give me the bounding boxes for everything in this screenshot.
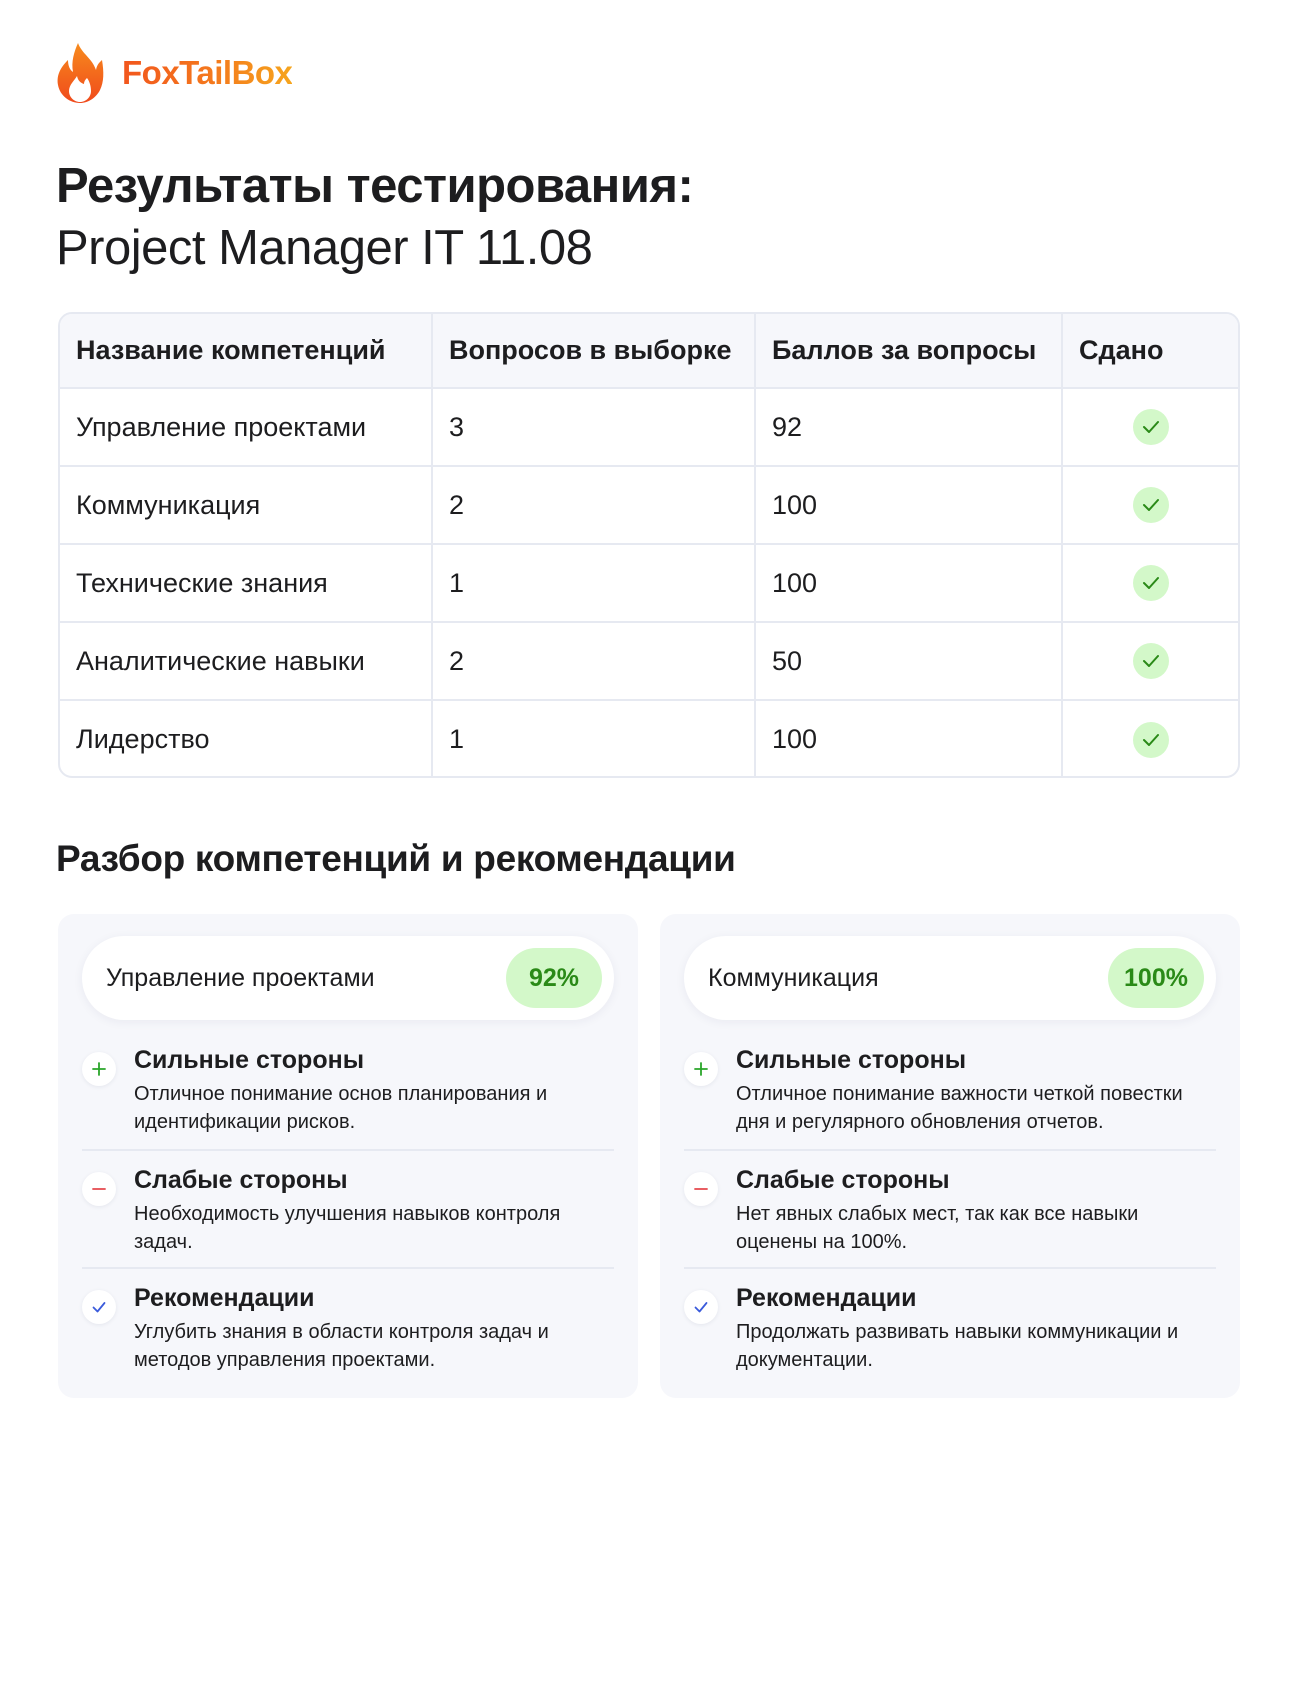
competence-name: Коммуникация [708,964,879,992]
header-competence: Название компетенций [60,314,432,388]
strengths-text: Отличное понимание важности четкой повестки дня и регулярного обновления отчетов. [736,1083,1183,1133]
recommendations-text: Углубить знания в области контроля задач и методов управления проектами. [134,1321,549,1371]
table-row [60,700,1238,778]
weaknesses-title: Слабые стороны [736,1166,950,1194]
cell-competence: Коммуникация [60,466,432,544]
check-icon [1133,643,1169,679]
cell-competence: Лидерство [60,700,432,778]
check-icon [1133,565,1169,601]
divider [684,1149,1216,1151]
page-title-line2: Project Manager IT 11.08 [56,221,593,275]
page-title-line1: Результаты тестирования: [56,159,694,213]
cell-competence: Управление проектами [60,388,432,466]
table-row [60,622,1238,700]
cell-score: 100 [755,466,1062,544]
cell-score: 50 [755,622,1062,700]
competence-card [660,914,1240,1398]
check-icon [82,1290,116,1324]
table-row [60,544,1238,622]
recommendations-title: Рекомендации [736,1284,917,1312]
competence-name: Управление проектами [106,964,375,992]
strengths-title: Сильные стороны [134,1046,365,1074]
cell-questions: 1 [432,544,755,622]
cell-score: 92 [755,388,1062,466]
weaknesses-text: Нет явных слабых мест, так как все навыки оценены на 100%. [736,1203,1139,1253]
divider [82,1149,614,1151]
cell-questions: 1 [432,700,755,778]
brand-name: FoxTailBox [122,54,293,91]
page-title [56,155,693,279]
cell-passed [1062,466,1238,544]
table-header-row [60,314,1238,388]
minus-icon [82,1172,116,1206]
table-row [60,388,1238,466]
header-questions: Вопросов в выборке [432,314,755,388]
strengths-text: Отличное понимание основ планирования и идентификации рисков. [134,1083,548,1133]
table-row [60,466,1238,544]
cell-passed [1062,700,1238,778]
competence-card-header [684,936,1216,1020]
cell-passed [1062,622,1238,700]
competence-card-header [82,936,614,1020]
divider [82,1267,614,1269]
cell-passed [1062,544,1238,622]
strengths-title: Сильные стороны [736,1046,967,1074]
header-passed: Сдано [1062,314,1238,388]
cell-competence: Аналитические навыки [60,622,432,700]
plus-icon [684,1052,718,1086]
check-icon [1133,722,1169,758]
check-icon [684,1290,718,1324]
flame-icon [56,42,104,104]
cell-questions: 2 [432,622,755,700]
cell-score: 100 [755,544,1062,622]
plus-icon [82,1052,116,1086]
weaknesses-title: Слабые стороны [134,1166,348,1194]
competence-card [58,914,638,1398]
analysis-section-title: Разбор компетенций и рекомендации [56,838,736,879]
competence-percent-badge: 92% [506,948,602,1008]
header-score: Баллов за вопросы [755,314,1062,388]
weaknesses-text: Необходимость улучшения навыков контроля задач. [134,1203,561,1253]
cell-questions: 3 [432,388,755,466]
recommendations-text: Продолжать развивать навыки коммуникации и документации. [736,1321,1179,1371]
divider [684,1267,1216,1269]
brand-logo [56,42,292,104]
check-icon [1133,487,1169,523]
results-table [58,312,1240,778]
check-icon [1133,409,1169,445]
competence-percent-badge: 100% [1108,948,1204,1008]
cell-score: 100 [755,700,1062,778]
cell-passed [1062,388,1238,466]
cell-competence: Технические знания [60,544,432,622]
minus-icon [684,1172,718,1206]
cell-questions: 2 [432,466,755,544]
recommendations-title: Рекомендации [134,1284,315,1312]
